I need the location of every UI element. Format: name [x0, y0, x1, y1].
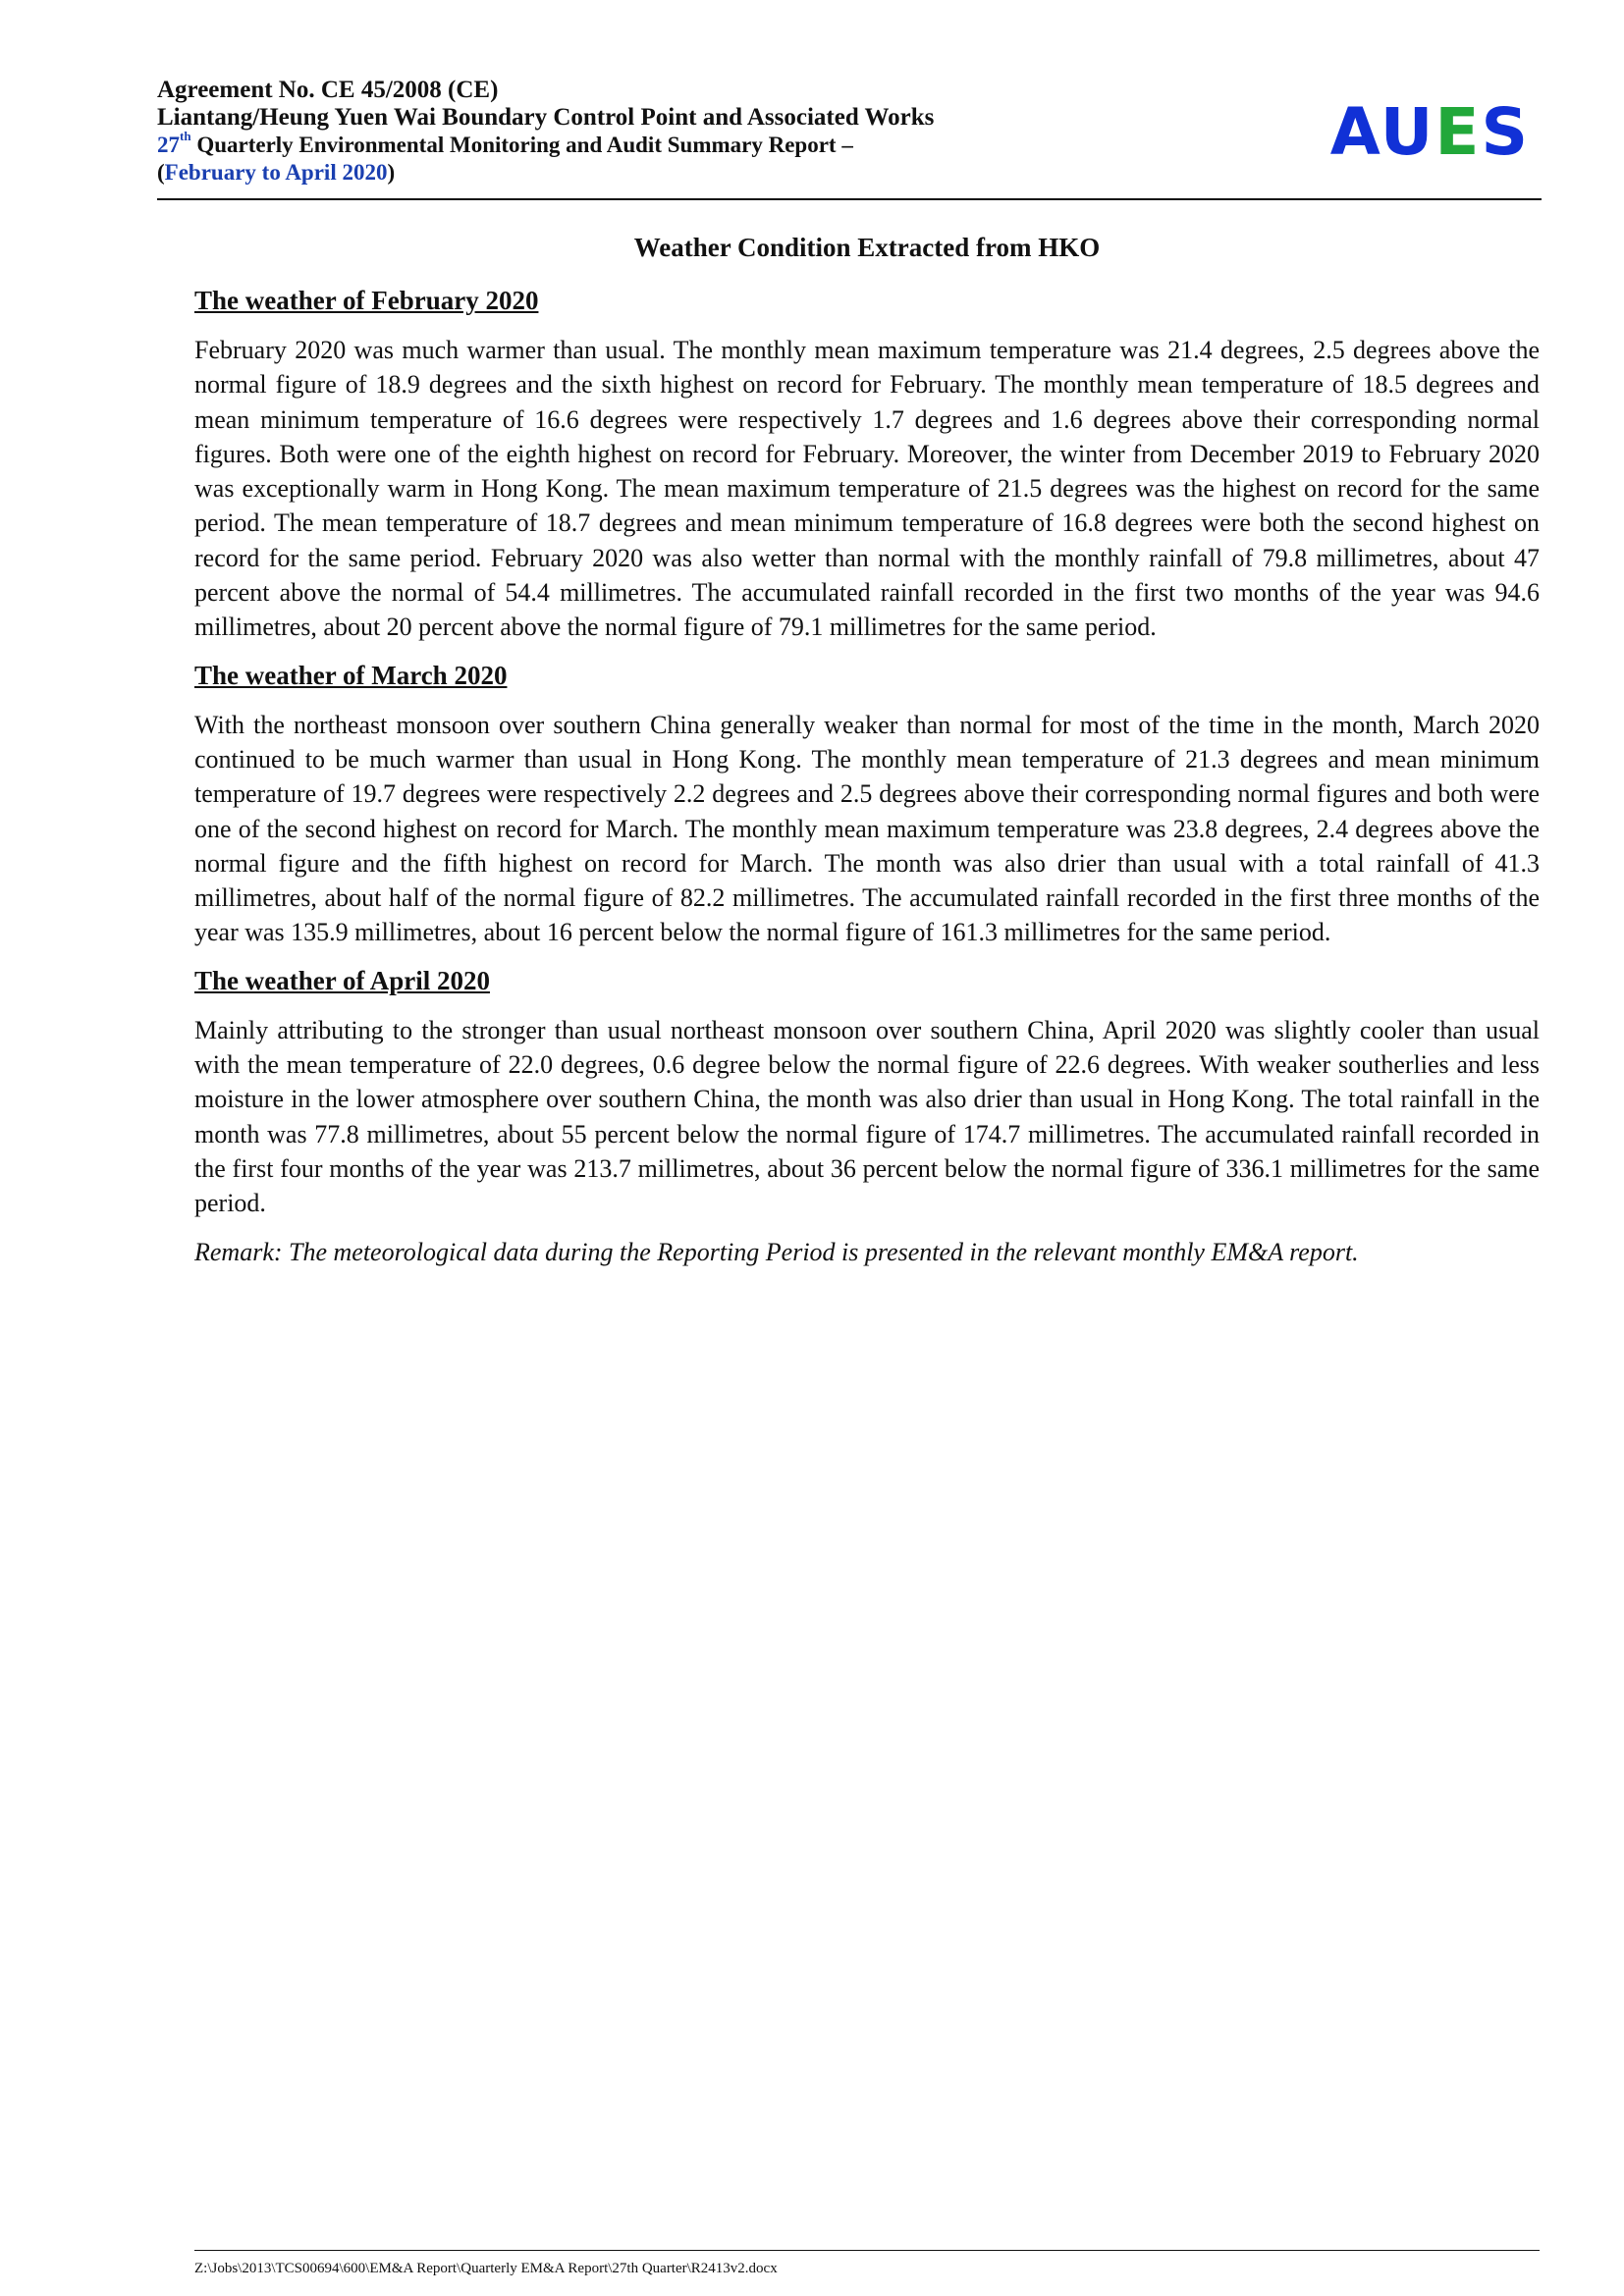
section-heading-april: The weather of April 2020	[194, 965, 490, 995]
logo-letter-e: E	[1435, 94, 1482, 170]
report-number: 27	[157, 133, 180, 157]
document-title: Weather Condition Extracted from HKO	[633, 233, 1101, 262]
project-title: Liantang/Heung Yuen Wai Boundary Control Point and Associated Works	[157, 104, 935, 131]
section-heading-february: The weather of February 2020	[194, 286, 539, 315]
section-body-april: Mainly attributing to the stronger than usual northeast monsoon over southern China, April 2020 was slightly cooler than usual with the mean temperature of 22.0 degrees, 0.6 degree below the normal figure of 22.6 degrees. With weaker southerlies and less moisture in the lower atmosphere over southern China, the month was also drier than usual in Hong Kong. The total rainfall in the month was 77.8 millimetres, about 55 percent below the normal figure of 174.7 millimetres. The accumulated rainfall recorded in the first four months of the year was 213.7 millimetres, about 36 percent below the normal figure of 336.1 millimetres for the same period.	[194, 1015, 1540, 1218]
period-text: February to April 2020	[164, 160, 388, 185]
agreement-number: Agreement No. CE 45/2008 (CE)	[157, 77, 499, 103]
logo-letter-s: S	[1481, 94, 1530, 170]
aues-logo	[1329, 94, 1530, 170]
report-number-suffix: th	[180, 129, 191, 143]
logo-letter-a: A	[1329, 94, 1380, 170]
period-close: )	[387, 160, 396, 185]
report-title-text: Quarterly Environmental Monitoring and Audit Summary Report –	[190, 133, 853, 157]
header-divider	[157, 198, 1542, 200]
remark-text: Remark: The meteorological data during the Reporting Period is presented in the relevant monthly EM&A report.	[194, 1237, 1359, 1266]
document-body	[194, 231, 1540, 1269]
period-open: (	[157, 160, 165, 185]
footer-divider	[194, 2250, 1540, 2251]
footer-file-path: Z:\Jobs\2013\TCS00694\600\EM&A Report\Quarterly EM&A Report\27th Quarter\R2413v2.docx	[194, 2261, 778, 2276]
section-body-february: February 2020 was much warmer than usual. The monthly mean maximum temperature was 21.4 degrees, 2.5 degrees above the normal figure of 18.9 degrees and the sixth highest on record for February. The monthly mean temperature of 18.5 degrees and mean minimum temperature of 16.6 degrees were respectively 1.7 degrees and 1.6 degrees above their corresponding normal figures. Both were one of the eighth highest on record for February. Moreover, the winter from December 2019 to February 2020 was exceptionally warm in Hong Kong. The mean maximum temperature of 21.5 degrees was the highest on record for the same period. The mean temperature of 18.7 degrees and mean minimum temperature of 16.8 degrees were both the second highest on record for the same period. February 2020 was also wetter than normal with the monthly rainfall of 79.8 millimetres, about 47 percent above the normal of 54.4 millimetres. The accumulated rainfall recorded in the first two months of the year was 94.6 millimetres, about 20 percent above the normal figure of 79.1 millimetres for the same period.	[194, 336, 1540, 642]
page-header	[157, 77, 1540, 200]
section-heading-march: The weather of March 2020	[194, 660, 508, 690]
section-body-march: With the northeast monsoon over southern China generally weaker than normal for most of the time in the month, March 2020 continued to be much warmer than usual in Hong Kong. The monthly mean temperature of 21.3 degrees and mean minimum temperature of 19.7 degrees were respectively 2.2 degrees and 2.5 degrees above their corresponding normal figures and both were one of the second highest on record for March. The monthly mean maximum temperature was 23.8 degrees, 2.4 degrees above the normal figure and the fifth highest on record for March. The month was also drier than usual with a total rainfall of 41.3 millimetres, about half of the normal figure of 82.2 millimetres. The accumulated rainfall recorded in the first three months of the year was 135.9 millimetres, about 16 percent below the normal figure of 161.3 millimetres for the same period.	[194, 710, 1540, 947]
logo-letter-u: U	[1380, 94, 1435, 170]
